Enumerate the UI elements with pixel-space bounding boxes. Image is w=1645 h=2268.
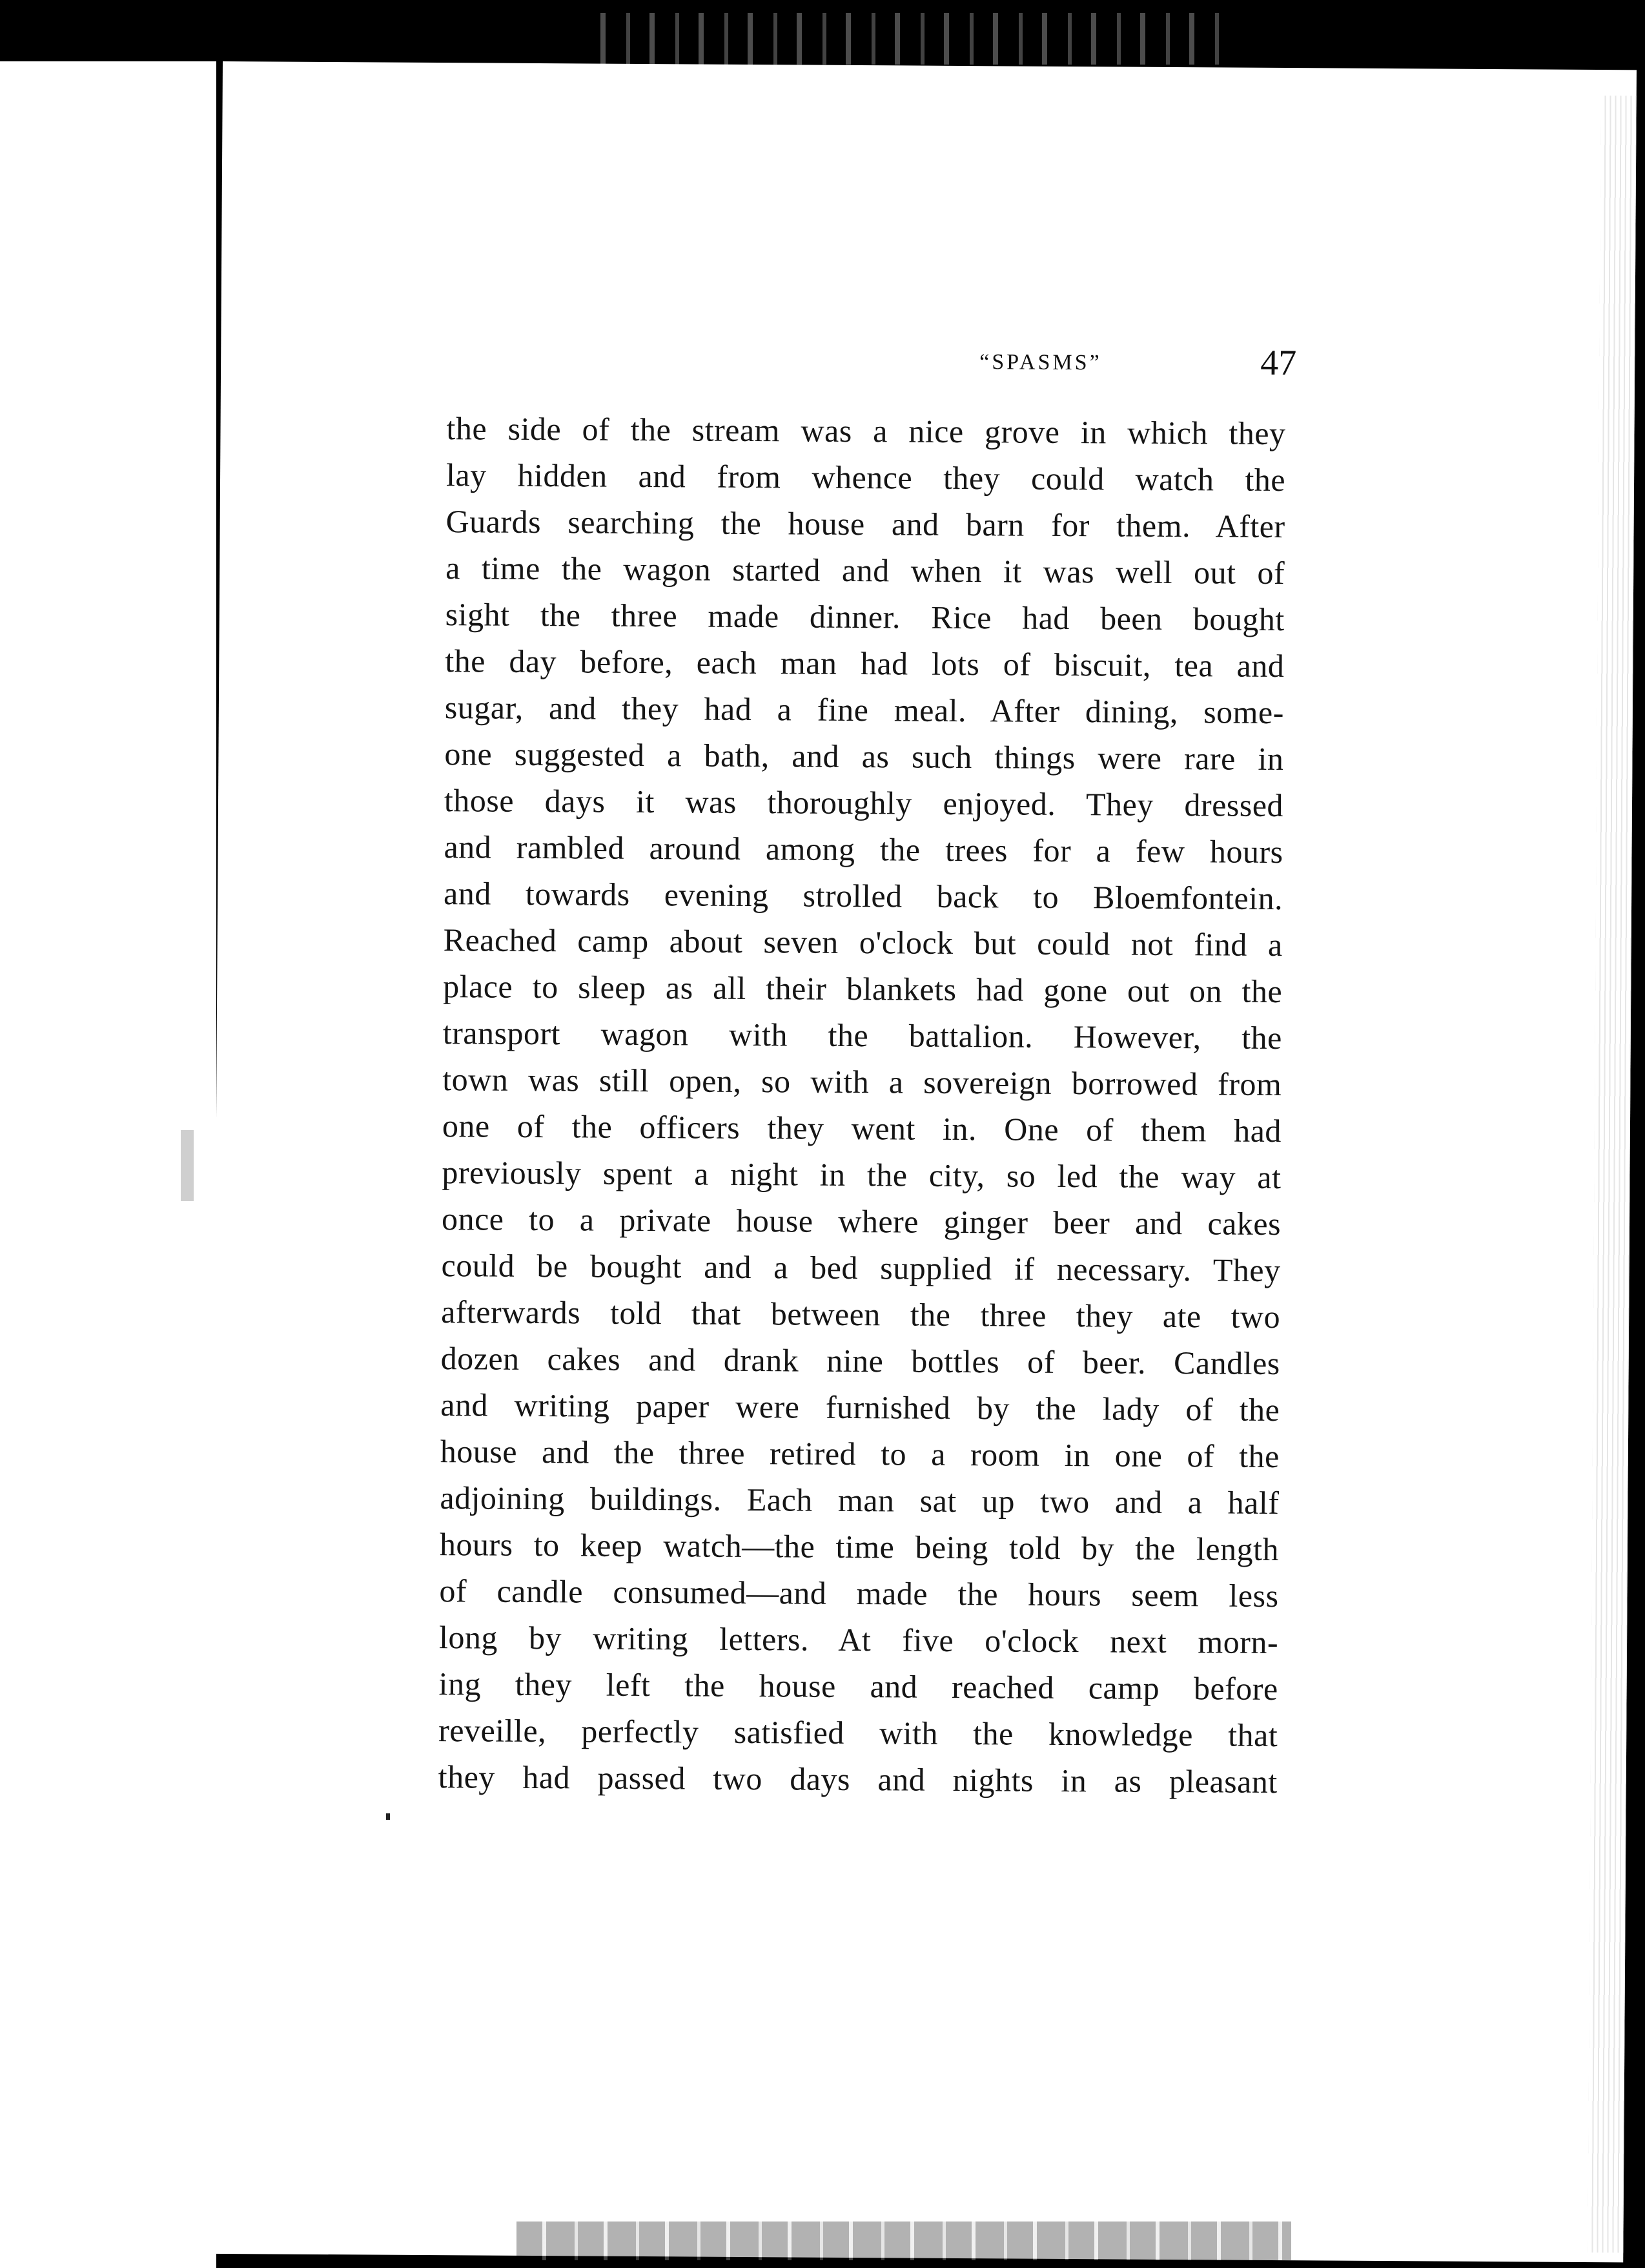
text-line: those days it was thoroughly enjoyed. They dressed	[444, 782, 1284, 824]
text-line: town was still open, so with a sovereign borrowed from	[442, 1061, 1282, 1103]
text-line: of candle consumed—and made the hours seem less	[439, 1572, 1279, 1614]
text-line: place to sleep as all their blankets had gone out on the	[443, 968, 1283, 1010]
text-line: the side of the stream was a nice grove in which they	[446, 410, 1286, 452]
stray-ink-mark	[386, 1813, 390, 1820]
text-line: afterwards told that between the three they ate two	[441, 1294, 1281, 1335]
text-line: sight the three made dinner. Rice had been bought	[445, 596, 1285, 638]
text-line: previously spent a night in the city, so led the way at	[442, 1154, 1282, 1196]
text-line: Reached camp about seven o'clock but could not find a	[443, 922, 1283, 964]
text-line: one suggested a bath, and as such things were rare in	[444, 736, 1284, 778]
page-number: 47	[1260, 342, 1297, 384]
text-line: reveille, perfectly satisfied with the knowledge that	[438, 1712, 1278, 1754]
text-line: and rambled around among the trees for a few hours	[444, 829, 1283, 871]
text-line: adjoining buildings. Each man sat up two and a half	[440, 1479, 1280, 1521]
text-line: long by writing letters. At five o'clock next morn-	[438, 1619, 1279, 1661]
page-fore-edge	[1588, 96, 1636, 2253]
text-line: the day before, each man had lots of biscuit, tea and	[445, 643, 1285, 685]
book-page	[209, 61, 1637, 2262]
text-line: Guards searching the house and barn for them. After	[445, 503, 1285, 545]
text-line: and writing paper were furnished by the lady of the	[440, 1387, 1280, 1428]
body-text	[438, 405, 1286, 1805]
text-line: dozen cakes and drank nine bottles of beer. Candles	[440, 1340, 1280, 1382]
text-line: once to a private house where ginger beer and cakes	[441, 1201, 1282, 1242]
text-line: and towards evening strolled back to Bloemfontein.	[443, 875, 1283, 917]
text-line: one of the officers they went in. One of them had	[442, 1108, 1282, 1149]
text-line: a time the wagon started and when it was well out of	[445, 550, 1285, 592]
text-line: ing they left the house and reached camp before	[438, 1665, 1278, 1707]
scan-border-bottom	[516, 2222, 1291, 2260]
text-line: transport wagon with the battalion. However, the	[442, 1015, 1282, 1057]
text-line: could be bought and a bed supplied if necessary. They	[441, 1247, 1281, 1289]
text-line: they had passed two days and nights in as pleasant	[438, 1758, 1278, 1800]
text-line: lay hidden and from whence they could watch the	[445, 457, 1286, 499]
running-head: “SPASMS”	[979, 350, 1102, 375]
text-line: house and the three retired to a room in one of the	[440, 1433, 1280, 1475]
spine-shadow	[181, 1130, 194, 1201]
text-line: sugar, and they had a fine meal. After dining, some-	[444, 689, 1285, 731]
scan-border-top	[581, 13, 1227, 65]
text-line: hours to keep watch—the time being told by the length	[439, 1526, 1280, 1568]
